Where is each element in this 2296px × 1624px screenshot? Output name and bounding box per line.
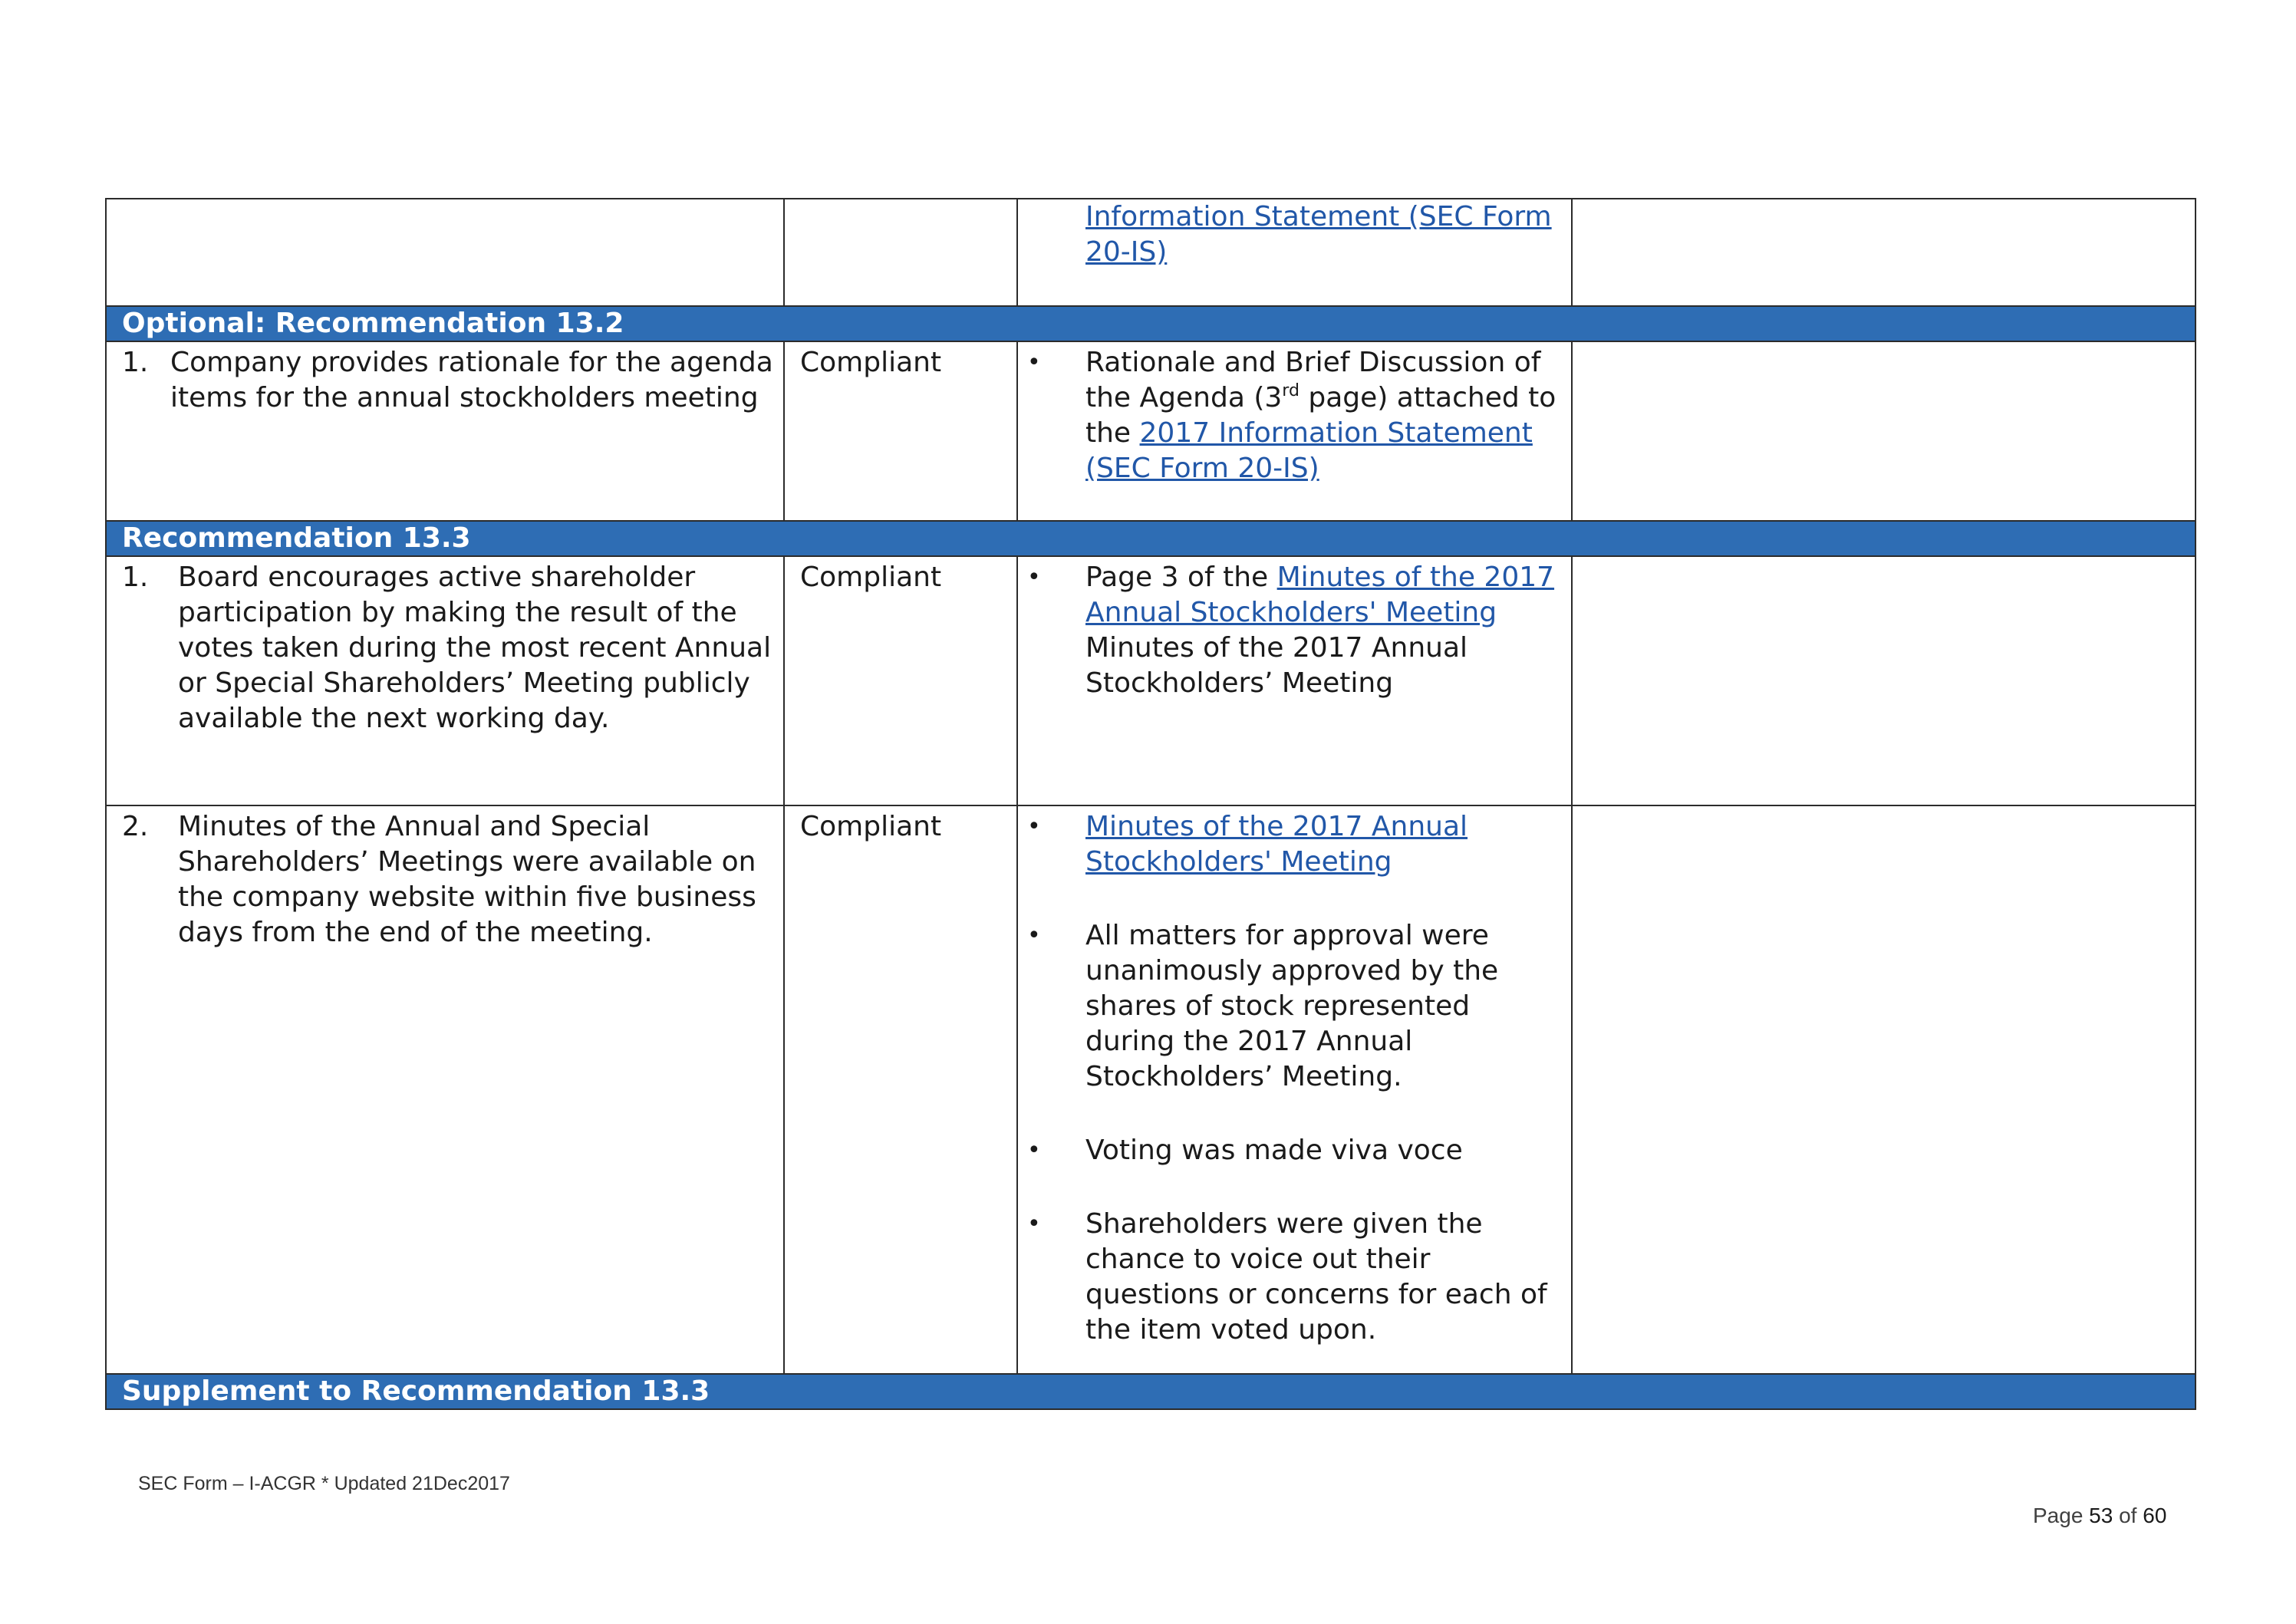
item-text: Minutes of the Annual and Special Shareholders’ Meetings were available on the company website within five business days from the end of the meeting. [178,811,756,948]
evidence-cell [1017,805,1572,1374]
item-text: Board encourages active shareholder participation by making the result of the votes taken during the most recent Annual or Special Shareholders’ Meeting publicly available the next working day. [178,562,772,734]
current-page: 53 [2089,1504,2113,1527]
explanation-cell [1572,556,2196,805]
compliance-status: Compliant [800,811,942,842]
section-header-row [106,1374,2196,1409]
page-number: Page 53 of 60 [2033,1504,2167,1527]
compliance-table [105,198,2196,1410]
recommendation-cell [106,805,784,1374]
compliance-status: Compliant [800,347,942,378]
item-number: 1. [122,562,149,593]
explanation-cell [1572,341,2196,521]
bullet-icon: • [1027,564,1041,591]
status-cell [784,556,1017,805]
table-row [106,341,2196,521]
status-cell [784,805,1017,1374]
recommendation-cell [106,556,784,805]
status-cell [784,199,1017,306]
bullet-icon: • [1027,922,1041,949]
bullet-icon: • [1027,1137,1041,1164]
section-header-13-3: Recommendation 13.3 [106,521,2196,556]
explanation-cell [1572,199,2196,306]
evidence-cell: • Page 3 of the Minutes of the 2017 Annual Stockholders' Meeting Minutes of the 2017 Annual Stockholders’ Meeting [1017,556,1572,805]
item-number: 2. [122,811,149,842]
total-pages: 60 [2143,1504,2167,1527]
evidence-text: All matters for approval were unanimously approved by the shares of stock represented during the 2017 Annual Stockholders’ Meeting. [1085,920,1499,1092]
item-text: Company provides rationale for the agenda items for the annual stockholders meeting [170,347,773,413]
evidence-text: Shareholders were given the chance to voice out their questions or concerns for each of the item voted upon. [1085,1208,1547,1346]
section-header-supplement-13-3: Supplement to Recommendation 13.3 [106,1374,2196,1409]
evidence-cell [1017,199,1572,306]
information-statement-2017-link[interactable]: 2017 Information Statement (SEC Form 20-IS) [1085,417,1533,484]
minutes-2017-link[interactable]: Minutes of the 2017 Annual Stockholders' Meeting [1085,562,1555,628]
bullet-icon: • [1027,813,1041,840]
recommendation-cell [106,199,784,306]
minutes-2017-link[interactable]: Minutes of the 2017 Annual Stockholders' Meeting [1085,811,1468,878]
evidence-cell: • Rationale and Brief Discussion of the Agenda (3rd page) attached to the 2017 Information Statement (SEC Form 20-IS) [1017,341,1572,521]
footer-form-label: SEC Form – I-ACGR * Updated 21Dec2017 [138,1473,510,1494]
evidence-text: Voting was made viva voce [1085,1135,1463,1166]
section-header-row [106,306,2196,341]
explanation-cell [1572,805,2196,1374]
item-number: 1. [122,347,149,378]
table-row-continuation [106,199,2196,306]
bullet-icon: • [1027,349,1041,376]
section-header-row [106,521,2196,556]
table-row [106,556,2196,805]
information-statement-link[interactable]: Information Statement (SEC Form 20-IS) [1085,201,1552,268]
table-row [106,805,2196,1374]
section-header-13-2: Optional: Recommendation 13.2 [106,306,2196,341]
bullet-icon: • [1027,1211,1041,1237]
recommendation-cell [106,341,784,521]
compliance-status: Compliant [800,562,942,593]
status-cell [784,341,1017,521]
